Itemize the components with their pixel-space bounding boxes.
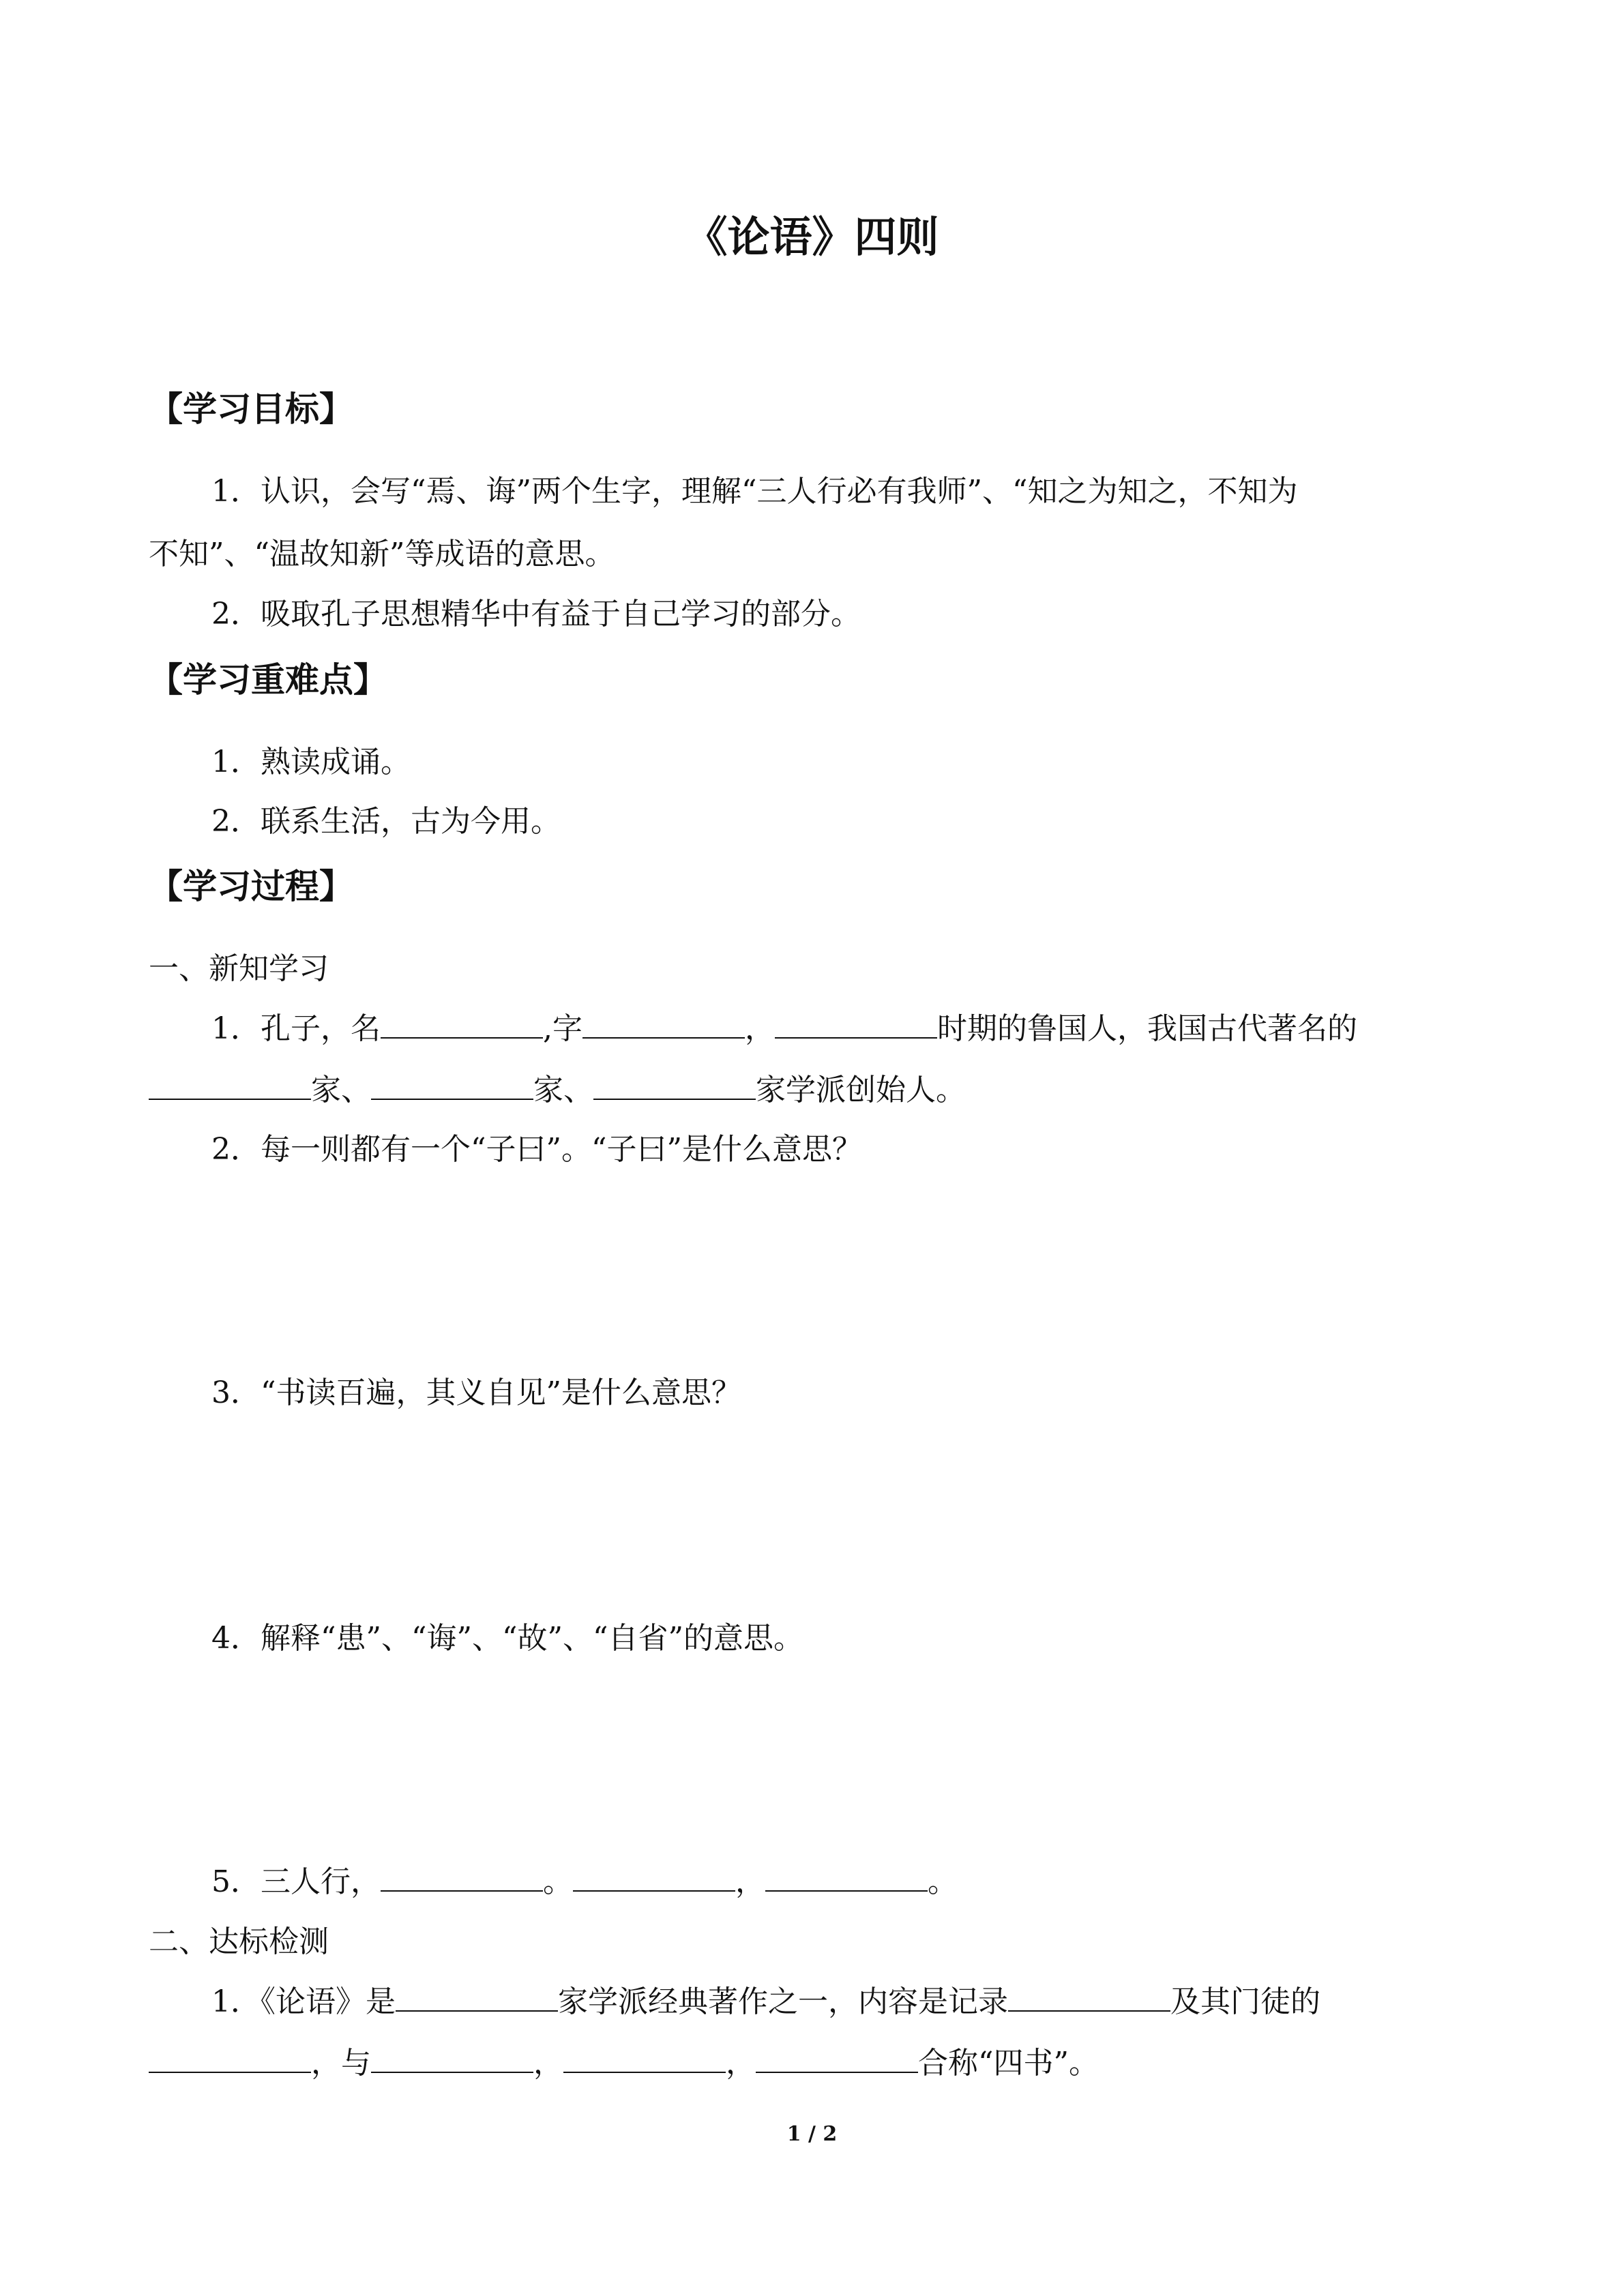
check-question-1-line-2 — [149, 2041, 1099, 2086]
goal-item-1-line-1: 1．认识，会写“焉、诲”两个生字，理解“三人行必有我师”、“知之为知之，不知为 — [211, 474, 1298, 509]
answer-blank-q5-1[interactable] — [381, 1860, 543, 1892]
check-question-1-text-g: 合称“四书”。 — [918, 2046, 1099, 2081]
question-5-text-d: 。 — [928, 1864, 958, 1899]
answer-blank-book-1[interactable] — [371, 2042, 533, 2073]
page-number: 1 / 2 — [786, 2122, 838, 2146]
question-1-text-e: 家、 — [311, 1073, 371, 1107]
check-question-1-text-d: ，与 — [311, 2046, 371, 2081]
answer-blank-content[interactable] — [149, 2042, 311, 2073]
goal-item-1-line-2: 不知”、“温故知新”等成语的意思。 — [149, 537, 615, 571]
section-heading-key-points: 【学习重难点】 — [149, 660, 387, 700]
page-title: 《论语》四则 — [685, 212, 939, 262]
check-question-1-text-e: ， — [533, 2046, 563, 2081]
check-question-1-text-b: 家学派经典著作之一，内容是记录 — [558, 1984, 1008, 2019]
question-5-text-c: ， — [735, 1864, 765, 1899]
answer-blank-q5-3[interactable] — [765, 1860, 928, 1892]
section-heading-process: 【学习过程】 — [149, 867, 353, 906]
answer-blank-recorded-person[interactable] — [1008, 1980, 1170, 2012]
question-1-text-c: ， — [745, 1011, 775, 1046]
key-point-item-1: 1．熟读成诵。 — [211, 745, 411, 779]
answer-blank-role-2[interactable] — [371, 1069, 533, 1100]
check-question-1-text-c: 及其门徒的 — [1170, 1984, 1320, 2019]
answer-blank-school[interactable] — [593, 1069, 756, 1100]
part-2-label: 二、达标检测 — [149, 1924, 329, 1959]
answer-blank-book-3[interactable] — [756, 2042, 918, 2073]
answer-blank-name[interactable] — [381, 1007, 543, 1039]
question-1-text-f: 家、 — [533, 1073, 593, 1107]
check-question-1-line-1 — [211, 1980, 1320, 2025]
question-5-text-a: 5．三人行， — [211, 1864, 381, 1899]
check-question-1-text-a: 1．《论语》是 — [211, 1984, 396, 2019]
question-4: 4．解释“患”、“诲”、“故”、“自省”的意思。 — [211, 1621, 803, 1656]
question-1-text-d: 时期的鲁国人，我国古代著名的 — [937, 1011, 1357, 1046]
question-1-text-g: 家学派创始人。 — [756, 1073, 966, 1107]
question-1-line-1 — [211, 1007, 1357, 1052]
question-1-text-b: ,字 — [543, 1011, 582, 1046]
question-2: 2．每一则都有一个“子曰”。“子曰”是什么意思？ — [211, 1132, 862, 1167]
answer-blank-courtesy-name[interactable] — [582, 1007, 745, 1039]
question-3: 3．“书读百遍，其义自见”是什么意思？ — [211, 1375, 741, 1410]
question-1-line-2 — [149, 1068, 966, 1113]
check-question-1-text-f: ， — [726, 2046, 756, 2081]
question-5 — [211, 1860, 958, 1905]
answer-blank-book-2[interactable] — [563, 2042, 726, 2073]
question-1-text-a: 1．孔子，名 — [211, 1011, 381, 1046]
section-heading-goals: 【学习目标】 — [149, 389, 353, 429]
key-point-item-2: 2．联系生活，古为今用。 — [211, 804, 561, 839]
answer-blank-period[interactable] — [775, 1007, 937, 1039]
answer-blank-role-1[interactable] — [149, 1069, 311, 1100]
question-5-text-b: 。 — [543, 1864, 573, 1899]
answer-blank-school-2[interactable] — [396, 1980, 558, 2012]
goal-item-2: 2．吸取孔子思想精华中有益于自己学习的部分。 — [211, 597, 861, 631]
answer-blank-q5-2[interactable] — [573, 1860, 735, 1892]
part-1-label: 一、新知学习 — [149, 951, 329, 986]
